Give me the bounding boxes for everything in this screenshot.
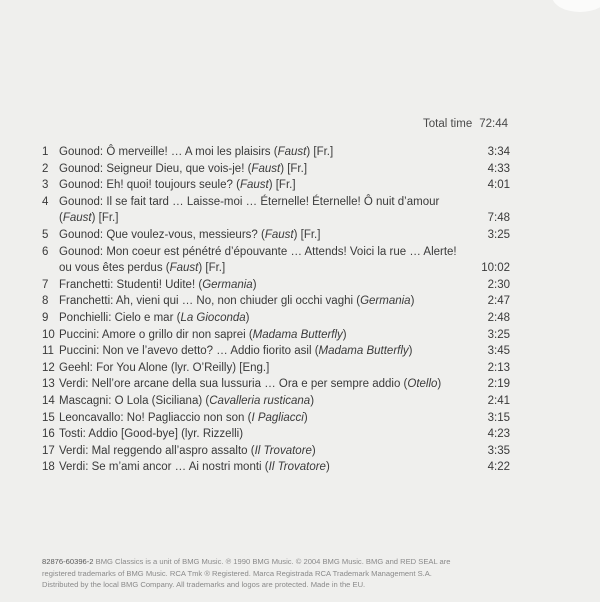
track-title [59, 393, 460, 410]
footer-legal [42, 556, 572, 591]
track-title [59, 310, 460, 327]
track-number: 16 [42, 428, 55, 441]
track-title-text: ) [325, 461, 330, 474]
track-row [42, 277, 510, 294]
track-title-text: ) [410, 295, 415, 308]
track-title-text: ) [303, 411, 308, 424]
track-title-text: Gounod: Il se fait tard … Laisse-moi … Éternelle! Éternelle! Ô nuit d’amour ( [59, 195, 440, 225]
track-number: 14 [42, 394, 55, 407]
track-title-text: Franchetti: Studenti! Udite! ( [59, 278, 203, 291]
opera-title: Madama Butterfly [252, 328, 343, 341]
track-title-text: Puccini: Amore o grillo dir non saprei ( [59, 328, 253, 341]
track-title [59, 360, 460, 377]
track-title-text: Geehl: For You Alone (lyr. O’Reilly) [Eng.] [59, 361, 270, 374]
track-duration: 2:13 [487, 361, 510, 374]
track-duration: 7:48 [487, 212, 510, 225]
track-number: 11 [42, 345, 54, 358]
track-title-text: Gounod: Seigneur Dieu, que vois-je! ( [59, 162, 252, 175]
track-title-text: Gounod: Que voulez-vous, messieurs? ( [59, 228, 265, 241]
track-title-text: Tosti: Addio [Good-bye] (lyr. Rizzelli) [59, 428, 244, 441]
track-duration: 3:45 [487, 345, 510, 358]
opera-title: Germania [360, 295, 411, 308]
track-title-text: ) [Fr.] [306, 146, 334, 158]
track-title-text: Verdi: Nell’ore arcane della sua lussuria … Ora e per sempre addio ( [59, 378, 408, 391]
track-number: 9 [42, 311, 49, 324]
track-number: 6 [42, 245, 49, 258]
track-title-text: ) [408, 345, 413, 358]
track-duration: 2:41 [487, 394, 510, 407]
opera-title: Faust [239, 179, 269, 192]
track-duration: 10:02 [481, 262, 510, 275]
track-title-text: ) [342, 328, 347, 341]
track-duration: 2:30 [487, 278, 510, 291]
opera-title: Faust [277, 146, 307, 158]
track-list [42, 144, 510, 476]
track-title-text: Franchetti: Ah, vieni qui … No, non chiuder gli occhi vaghi ( [59, 295, 361, 308]
track-title-text: Gounod: Mon coeur est pénétré d’épouvante … Attends! Voici la rue … Alerte! ou vous êtes perdus ( [59, 245, 457, 275]
track-title [59, 144, 460, 161]
track-title [59, 426, 460, 443]
footer-line-1 [42, 556, 572, 568]
track-title [59, 410, 460, 427]
track-row [42, 459, 510, 476]
track-number: 1 [42, 146, 49, 158]
track-row [42, 360, 510, 377]
track-row [42, 410, 510, 427]
track-number: 15 [42, 411, 55, 424]
opera-title: I Pagliacci [251, 411, 304, 424]
track-duration: 4:01 [487, 179, 510, 192]
track-duration: 4:33 [487, 162, 510, 175]
track-title-text: ) [245, 311, 250, 324]
track-row [42, 426, 510, 443]
track-title-text: ) [Fr.] [198, 262, 226, 275]
track-title [59, 376, 460, 393]
track-title-text: ) [311, 444, 316, 457]
track-duration: 2:48 [487, 311, 510, 324]
opera-title: Faust [169, 262, 199, 275]
track-row [42, 161, 510, 178]
footer-line-3: Distributed by the local BMG Company. All trademarks and logos are protected. Made in the EU. [42, 580, 366, 590]
track-number: 4 [42, 195, 49, 208]
track-number: 12 [42, 361, 55, 374]
track-number: 3 [42, 179, 49, 192]
catalog-number: 82876-60396-2 [42, 557, 94, 566]
track-number: 18 [42, 461, 55, 474]
track-duration: 4:22 [487, 461, 510, 474]
corner-shape [552, 0, 600, 12]
track-row [42, 144, 510, 161]
track-row [42, 177, 510, 194]
opera-title: Cavalleria rusticana [209, 394, 311, 407]
track-row [42, 443, 510, 460]
track-number: 8 [42, 295, 49, 308]
track-title-text: Ponchielli: Cielo e mar ( [59, 311, 181, 324]
track-row [42, 310, 510, 327]
track-duration: 4:23 [487, 428, 510, 441]
track-duration: 2:19 [487, 378, 510, 391]
track-title-text: ) [437, 378, 442, 391]
total-time-value: 72:44 [479, 118, 508, 130]
footer-line-2: registered trademarks of BMG Music. RCA Tmk ® Registered. Marca Registrada RCA Trademark Management S.A. [42, 568, 432, 578]
track-title-text: Verdi: Se m’ami ancor … Ai nostri monti ( [59, 461, 269, 474]
total-time-label: Total time [423, 118, 473, 130]
track-number: 7 [42, 278, 49, 291]
track-number: 2 [42, 162, 49, 175]
opera-title: Germania [202, 278, 253, 291]
track-title-text: ) [Fr.] [293, 228, 321, 241]
track-title [59, 343, 460, 360]
track-title-text: Mascagni: O Lola (Siciliana) ( [59, 394, 210, 407]
opera-title: Faust [251, 162, 281, 175]
track-title-text: Gounod: Eh! quoi! toujours seule? ( [59, 179, 240, 192]
track-row [42, 343, 510, 360]
track-title [59, 161, 460, 178]
legal-text-1: BMG Classics is a unit of BMG Music. ℗ 1990 BMG Music. © 2004 BMG Music. BMG and RED SEAL are [95, 557, 451, 566]
track-title [59, 443, 460, 460]
opera-title: Faust [264, 228, 294, 241]
track-title [59, 277, 460, 294]
track-row [42, 376, 510, 393]
opera-title: Madama Butterfly [318, 345, 409, 358]
track-duration: 3:25 [487, 228, 510, 241]
track-row [42, 194, 510, 227]
track-title-text: Verdi: Mal reggendo all’aspro assalto ( [59, 444, 255, 457]
opera-title: Faust [62, 212, 92, 225]
track-title-text: ) [Fr.] [280, 162, 308, 175]
opera-title: Otello [407, 378, 438, 391]
track-title-text: Puccini: Non ve l’avevo detto? … Addio fiorito asil ( [59, 345, 319, 358]
track-row [42, 327, 510, 344]
track-duration: 3:15 [487, 411, 510, 424]
track-title-text: ) [310, 394, 315, 407]
opera-title: Il Trovatore [254, 444, 312, 457]
track-duration: 3:25 [487, 328, 510, 341]
track-title [59, 194, 460, 227]
track-duration: 3:34 [487, 146, 510, 158]
track-title-text: Leoncavallo: No! Pagliaccio non son ( [59, 411, 252, 424]
track-duration: 2:47 [487, 295, 510, 308]
track-title-text: ) [Fr.] [91, 212, 119, 225]
track-title-text: ) [252, 278, 257, 291]
track-title-text: ) [Fr.] [268, 179, 296, 192]
track-row [42, 227, 510, 244]
track-title [59, 293, 460, 310]
track-number: 17 [42, 444, 55, 457]
total-time [423, 118, 508, 130]
track-title [59, 244, 460, 277]
track-row [42, 244, 510, 277]
track-title [59, 227, 460, 244]
track-row [42, 393, 510, 410]
track-title-text: Gounod: Ô merveille! … A moi les plaisirs ( [59, 146, 278, 158]
track-number: 13 [42, 378, 55, 391]
track-duration: 3:35 [487, 444, 510, 457]
track-title [59, 177, 460, 194]
track-title [59, 327, 460, 344]
track-number: 5 [42, 228, 49, 241]
track-title [59, 459, 460, 476]
track-number: 10 [42, 328, 55, 341]
opera-title: La Gioconda [180, 311, 246, 324]
opera-title: Il Trovatore [268, 461, 326, 474]
track-row [42, 293, 510, 310]
